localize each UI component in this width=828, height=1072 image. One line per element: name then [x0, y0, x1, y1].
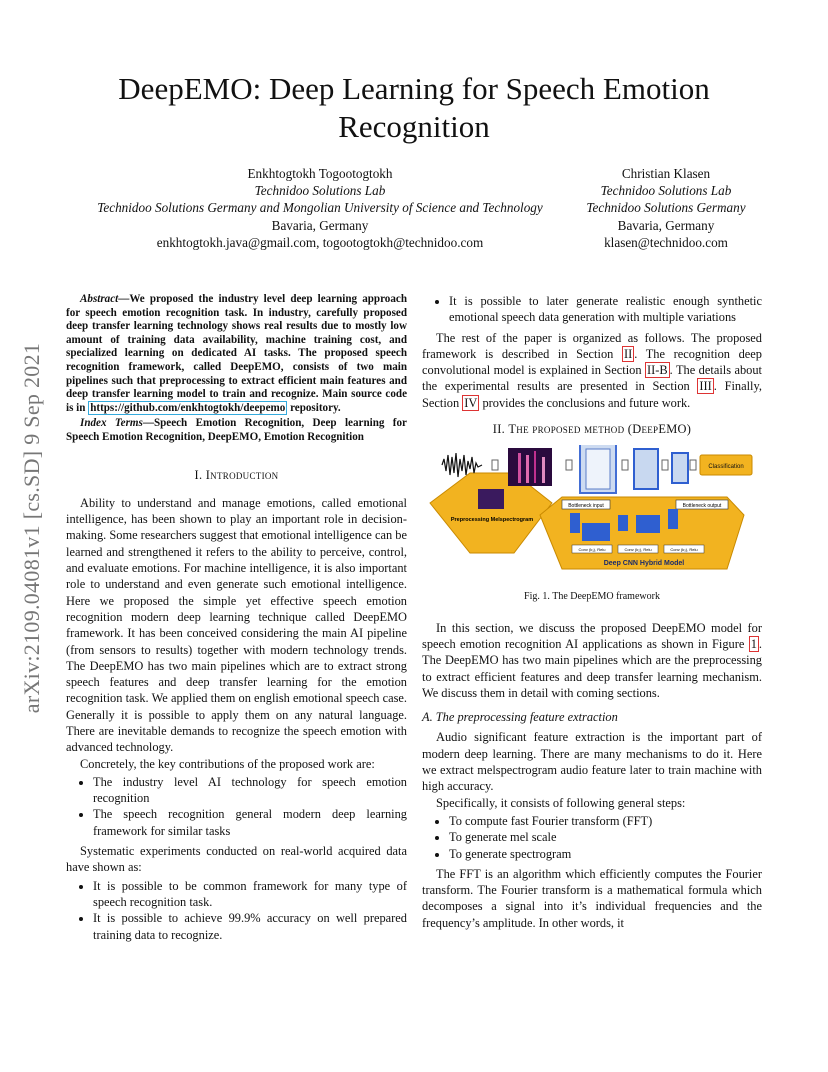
section-2-number: II.	[492, 422, 506, 437]
cnn-block-3	[672, 453, 688, 483]
spectrogram-icon	[508, 448, 552, 486]
list-item: • It is possible to achieve 99.9% accuracy on well prepared training data to recognize.	[93, 910, 407, 943]
bottleneck-output-label: Bottleneck output	[682, 503, 722, 510]
author-2-name: Christian Klasen	[621, 166, 711, 181]
author-1-lab: Technidoo Solutions Lab	[254, 183, 386, 199]
subsection-a-heading: A. The preprocessing feature extraction	[422, 710, 618, 725]
figure-caption: Fig. 1. The DeepEMO framework	[524, 591, 660, 603]
steps-list	[422, 813, 762, 862]
abstract-label: Abstract	[80, 293, 119, 305]
figure-1	[422, 445, 762, 585]
abstract-text: —We proposed the industry level deep learning approach for speech emotion recognition task. In industry, carefully proposed deep transfer learning technology shows real results due to mostly low amount of training data availability, machine training cost, and specialized learning on dedicated AI tasks. The proposed speech recognition framework, called DeepEMO, consists of two main pipelines such that preprocessing to extract efficient main features and deep transfer learning model to train and recognize. Main source code is in	[66, 293, 407, 414]
paper-title: DeepEMO: Deep Learning for Speech Emotion Recognition	[118, 71, 710, 144]
author-2-lab: Technidoo Solutions Lab	[600, 183, 732, 199]
author-2-org: Technidoo Solutions Germany	[586, 200, 746, 216]
results-list-continued	[422, 293, 762, 326]
arxiv-id: arXiv:2109.04081v1 [cs.SD] 9 Sep 2021	[19, 342, 44, 713]
abstract	[66, 293, 407, 415]
right-column	[422, 293, 762, 931]
list-item: • The industry level AI technology for speech emotion recognition	[93, 774, 407, 807]
left-column	[66, 293, 407, 947]
list-item: • The speech recognition general modern deep learning framework for similar tasks	[93, 806, 407, 839]
abstract-end: repository.	[287, 401, 341, 414]
section-1-title: Introduction	[205, 467, 279, 482]
author-2	[566, 165, 766, 251]
org-text-d: . Finally, Section	[422, 379, 762, 410]
list-item: • To generate spectrogram	[449, 846, 762, 862]
list-item: • To compute fast Fourier transform (FFT)	[449, 813, 762, 829]
sec2-text-a: In this section, we discuss the proposed DeepEMO model for speech emotion recognition AI applications as shown in Figure	[422, 620, 762, 651]
index-terms	[66, 417, 407, 444]
ref-section-3[interactable]: III	[699, 379, 712, 394]
sec2-text-b: . The DeepEMO has two main pipelines which are the preprocessing to extract efficient features and deep transfer learning mechanism. We discuss them in detail with coming sections.	[422, 636, 762, 700]
ref-section-4[interactable]: IV	[464, 395, 478, 410]
classification-label: Classification	[708, 464, 744, 471]
section-1-heading	[66, 467, 407, 483]
subsection-a-paragraph-2: Specifically, it consists of following general steps:	[436, 795, 686, 810]
section-2-title: The proposed method (DeepEMO)	[508, 422, 692, 437]
intro-paragraph-3: Systematic experiments conducted on real-world acquired data have shown as:	[66, 844, 407, 875]
author-1-location: Bavaria, Germany	[271, 217, 369, 233]
contributions-list	[66, 774, 407, 839]
model-label: Deep CNN Hybrid Model	[603, 560, 685, 568]
arrow-box-1	[492, 460, 498, 470]
arxiv-sidebar	[12, 295, 52, 760]
subsection-a-paragraph-1: Audio significant feature extraction is the important part of modern deep learning. There are many mechanisms to do it. Here we extract melspectrogram audio feature later to train machine with high accuracy.	[422, 730, 762, 794]
ref-section-2b[interactable]: II-B	[647, 363, 668, 378]
bottleneck-input-label: Bottleneck input	[568, 503, 604, 510]
author-1-org: Technidoo Solutions Germany and Mongolian University of Science and Technology	[97, 200, 543, 216]
intro-paragraph-2: Concretely, the key contributions of the proposed work are:	[80, 756, 375, 771]
list-item: • It is possible to be common framework for many type of speech recognition task.	[93, 878, 407, 911]
author-2-location: Bavaria, Germany	[617, 217, 715, 233]
organization-paragraph	[422, 330, 762, 411]
org-text-e: provides the conclusions and future work.	[479, 395, 691, 410]
results-list	[66, 878, 407, 943]
author-1-email: enkhtogtokh.java@gmail.com, togootogtokh@technidoo.com	[156, 234, 484, 250]
arrow-box-2	[566, 460, 572, 470]
subsection-a-paragraph-3: The FFT is an algorithm which efficiently computes the Fourier transform. The Fourier transform is a mathematical formula which decomposes a signal into it’s individual frequencies and the frequency’s amplitude. In other words, it	[422, 866, 762, 930]
intro-paragraph-1: Ability to understand and manage emotions, called emotional intelligence, has been shown to play an important role in decision-making. Some researchers suggest that emotional intelligence can be learned and strengthened it refers to the ability to perceive, control, and evaluate emotions. For machine intelligence, it is also important role to understand and even generate such emotional intelligence. Here we proposed the simple yet effective speech emotion recognition modern deep learning technique called DeepEMO framework. It has been conceived considering the main AI pipeline (from sensors to results) together with modern technology trends. The DeepEMO has two main pipelines which are to extract strong speech features and deep transfer learning for the emotion recognition task. We applied them on english emotional speech case. Generally it is possible to apply them on any natural language. There are inevitable demands to recognize the speech emotion with advanced technology.	[66, 495, 407, 755]
ref-section-2[interactable]: II	[623, 346, 633, 361]
author-1	[70, 165, 570, 251]
section-2-heading	[422, 421, 762, 437]
preprocessing-label: Preprocessing Melspectrogram	[450, 517, 534, 524]
list-item: • It is possible to later generate realistic enough synthetic emotional speech data generation with multiple variations	[449, 293, 762, 326]
index-terms-label: Index Terms	[80, 417, 143, 430]
index-terms-text: —Speech Emotion Recognition, Deep learning for Speech Emotion Recognition, DeepEMO, Emotion Recognition	[66, 417, 407, 443]
conv-label-1: Conv (k₁), Relu	[578, 547, 606, 553]
conv-label-3: Conv (k₃), Relu	[670, 547, 698, 553]
org-text-a: The rest of the paper is organized as follows. The proposed framework is described in Section	[422, 330, 762, 361]
list-item: • To generate mel scale	[449, 829, 762, 845]
author-1-name: Enkhtogtokh Togootogtokh	[247, 166, 393, 181]
cnn-block-2	[634, 449, 658, 489]
author-2-email: klasen@technidoo.com	[604, 234, 728, 250]
section-2-paragraph	[422, 620, 762, 701]
github-link[interactable]: https://github.com/enkhtogtokh/deepemo	[90, 401, 286, 414]
framework-diagram	[422, 445, 762, 585]
org-text-b: . The recognition deep convolutional model is explained in Section	[422, 346, 763, 378]
ref-figure-1[interactable]: 1	[750, 636, 757, 651]
section-1-number: I.	[194, 467, 203, 482]
org-text-c: . The details about the experimental results are presented in Section	[422, 363, 762, 394]
conv-label-2: Conv (k₂), Relu	[624, 547, 652, 553]
